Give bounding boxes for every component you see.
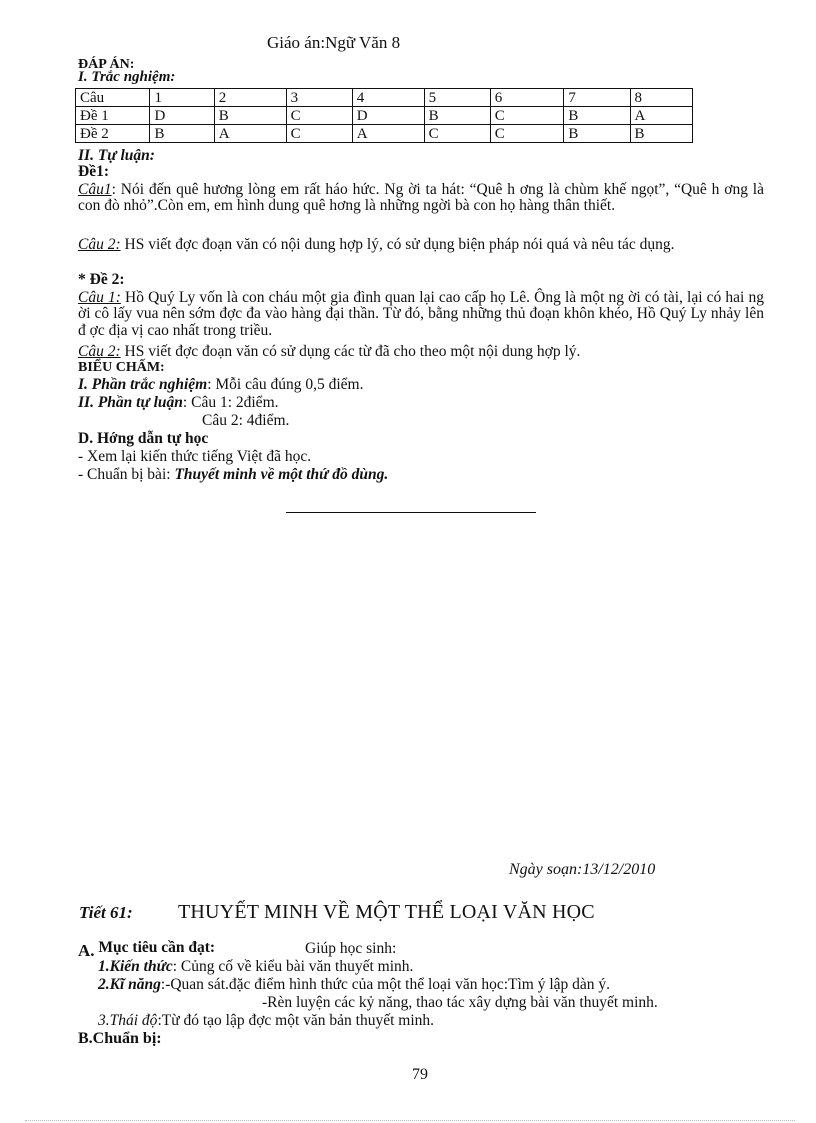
table-cell: Đề 2 [76, 125, 150, 143]
lesson-period: Tiết 61: [79, 903, 133, 922]
table-cell: B [424, 107, 490, 125]
table-cell: A [630, 107, 692, 125]
objective-attitude [98, 1013, 434, 1029]
table-header-cell: 6 [490, 89, 564, 107]
grading-part1-text: : Mỗi câu đúng 0,5 điểm. [207, 376, 364, 393]
lesson-title: THUYẾT MINH VỀ MỘT THỂ LOẠI VĂN HỌC [178, 901, 595, 923]
de2-question2 [78, 344, 764, 360]
guide-item2-title: Thuyết minh về một thứ đồ dùng. [174, 466, 389, 483]
table-cell: C [490, 125, 564, 143]
part2-heading: II. Tự luận: [78, 147, 155, 164]
de2-heading: * Đề 2: [78, 271, 125, 288]
grading-part1 [78, 377, 363, 393]
objective-skills-line2: -Rèn luyện các kỷ năng, thao tác xây dựng bài văn thuyết minh. [262, 994, 658, 1011]
attitude-label: 3.Thái độ [98, 1012, 158, 1029]
de2-question1 [78, 290, 764, 339]
de1-heading: Đề1: [78, 163, 109, 180]
table-row [76, 89, 693, 107]
table-cell: A [214, 125, 286, 143]
table-header-cell: 4 [352, 89, 424, 107]
table-cell: D [352, 107, 424, 125]
objectives-intro: Giúp học sinh: [305, 940, 397, 957]
table-row [76, 107, 693, 125]
knowledge-label: 1.Kiến thức [98, 958, 173, 975]
page-number: 79 [412, 1066, 428, 1083]
table-cell: B [214, 107, 286, 125]
lesson-date: Ngày soạn:13/12/2010 [509, 861, 656, 878]
de2-q2-text: HS viết đợc đoạn văn có sử dụng các từ đã cho theo một nội dung hợp lý. [120, 343, 581, 360]
objectives-heading-row [78, 938, 216, 960]
objectives-label-a: A. [78, 941, 95, 960]
table-header-cell: 1 [150, 89, 214, 107]
answer-table [75, 88, 693, 143]
grading-heading: BIỂU CHẤM: [78, 360, 165, 375]
grading-part2 [78, 395, 279, 411]
de1-q1-label: Câu1 [78, 181, 112, 198]
de1-question2 [78, 237, 764, 253]
objective-skills [98, 977, 610, 993]
table-header-cell: 8 [630, 89, 692, 107]
table-cell: D [150, 107, 214, 125]
guide-heading: D. Hớng dẫn tự học [78, 430, 209, 447]
skills-label: 2.Kĩ năng [98, 976, 161, 993]
knowledge-text: : Củng cố về kiểu bài văn thuyết minh. [172, 958, 414, 975]
de1-question1 [78, 182, 764, 215]
grading-part2-text: : Câu 1: 2điểm. [182, 394, 279, 411]
page-header-title: Giáo án:Ngữ Văn 8 [267, 33, 401, 52]
skills-text: :-Quan sát.đặc điểm hình thức của một thể loại văn học:Tìm ý lập dàn ý. [160, 976, 611, 993]
table-cell: C [490, 107, 564, 125]
attitude-text: :Từ đó tạo lập đợc một văn bản thuyết minh. [157, 1012, 435, 1029]
table-header-cell: 7 [564, 89, 630, 107]
table-cell: C [286, 125, 352, 143]
table-cell: A [352, 125, 424, 143]
de2-q1-label: Câu 1: [78, 289, 121, 306]
objectives-heading: Mục tiêu cần đạt: [98, 939, 216, 956]
de1-q1-text: : Nói đến quê hương lòng em rất háo hức. Ng ời ta hát: “Quê h ơng là chùm khế ngọt”, “Quê h ơng là con đò nhỏ”.Còn em, em hình dung quê hơng là những ngời bà con họ hàng thân thiết. [78, 181, 764, 215]
bottom-dotted-line [25, 1120, 795, 1121]
part1-heading: I. Trắc nghiệm: [78, 69, 176, 85]
grading-part2-line2: Câu 2: 4điểm. [202, 412, 290, 429]
table-header-cell: 3 [286, 89, 352, 107]
grading-part1-label: I. Phần trắc nghiệm [78, 376, 208, 393]
guide-item1: - Xem lại kiến thức tiếng Việt đã học. [78, 448, 312, 465]
table-row [76, 125, 693, 143]
table-cell: B [564, 107, 630, 125]
prep-heading: B.Chuẩn bị: [78, 1030, 162, 1047]
table-cell: Đề 1 [76, 107, 150, 125]
table-header-cell: 5 [424, 89, 490, 107]
section-divider [286, 512, 536, 513]
table-cell: C [424, 125, 490, 143]
objective-knowledge [98, 959, 413, 975]
de1-q2-text: HS viết đợc đoạn văn có nội dung hợp lý, có sử dụng biện pháp nói quá và nêu tác dụng. [120, 236, 675, 253]
grading-part2-label: II. Phần tự luận [78, 394, 183, 411]
answers-title: ĐÁP ÁN: [78, 57, 135, 72]
guide-item2 [78, 467, 388, 483]
table-cell: B [630, 125, 692, 143]
table-cell: B [150, 125, 214, 143]
table-header-cell: 2 [214, 89, 286, 107]
table-cell: C [286, 107, 352, 125]
de2-q2-label: Câu 2: [78, 343, 121, 360]
de1-q2-label: Câu 2: [78, 236, 121, 253]
guide-item2-prefix: - Chuẩn bị bài: [78, 466, 175, 483]
de2-q1-text: Hồ Quý Ly vốn là con cháu một gia đình quan lại cao cấp họ Lê. Ông là một ng ời có tài, lại có hai ng ời cô lấy vua nên sớm đợc đa vào hàng đại thần. Từ đó, bằng những thủ đoạn khôn khéo, Hồ Quý Ly nhảy lên đ ợc địa vị cao nhất trong triều. [78, 289, 764, 339]
table-cell: B [564, 125, 630, 143]
table-header-cell: Câu [76, 89, 150, 107]
